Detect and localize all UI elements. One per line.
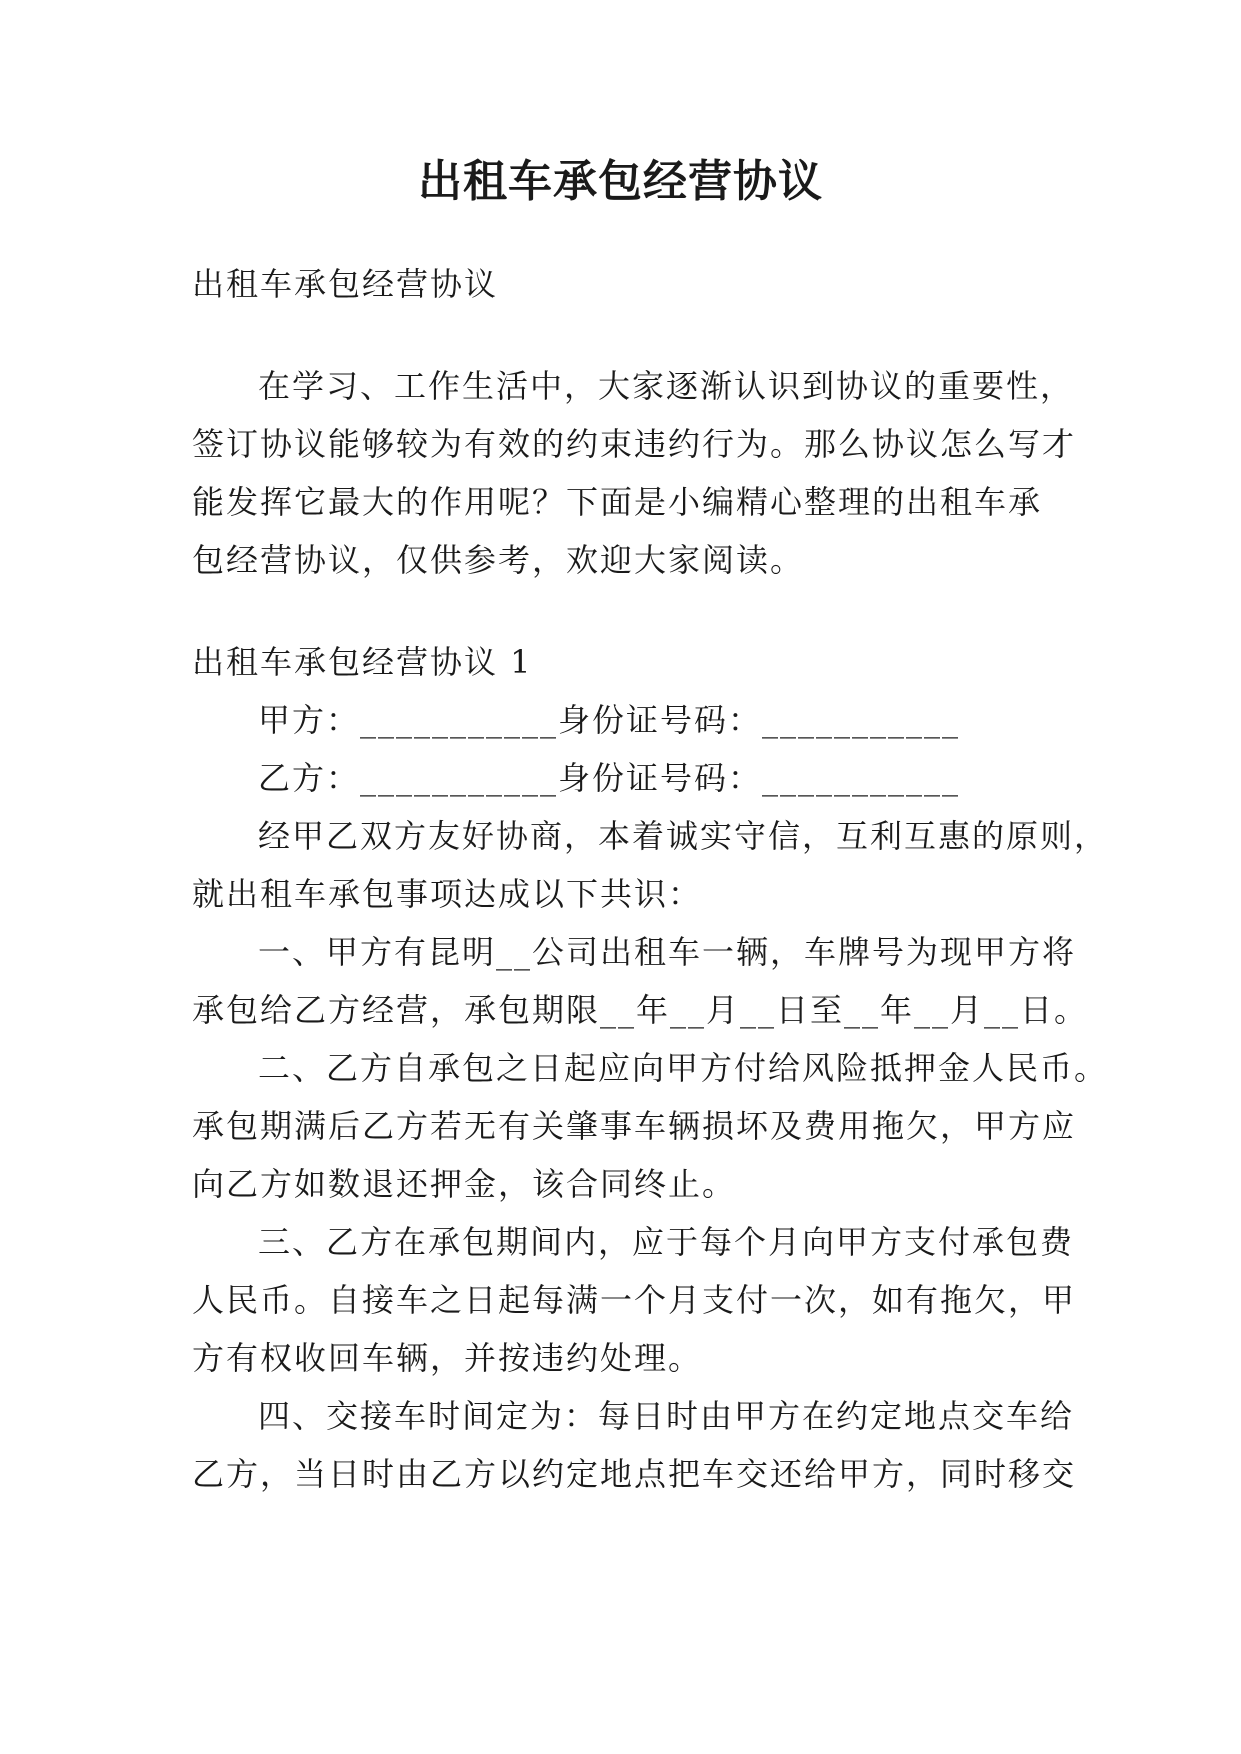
preamble-line: 就出租车承包事项达成以下共识： <box>192 875 703 913</box>
section-heading: 出租车承包经营协议 1 <box>192 643 533 681</box>
intro-line: 在学习、工作生活中，大家逐渐认识到协议的重要性， <box>258 367 1075 405</box>
document-title: 出租车承包经营协议 <box>418 156 823 207</box>
clause-3-line: 三、乙方在承包期间内，应于每个月向甲方支付承包费 <box>258 1223 1075 1261</box>
clause-1-line: 一、甲方有昆明__公司出租车一辆，车牌号为现甲方将 <box>258 933 1077 971</box>
party-a-line: 甲方：___________身份证号码：___________ <box>258 701 961 739</box>
subtitle: 出租车承包经营协议 <box>192 265 499 303</box>
clause-3-line: 方有权收回车辆，并按违约处理。 <box>192 1339 703 1377</box>
intro-line: 包经营协议，仅供参考，欢迎大家阅读。 <box>192 541 805 579</box>
clause-1-line: 承包给乙方经营，承包期限__年__月__日至__年__月__日。 <box>192 991 1089 1029</box>
clause-2-line: 二、乙方自承包之日起应向甲方付给风险抵押金人民币。 <box>258 1049 1109 1087</box>
intro-line: 签订协议能够较为有效的约束违约行为。那么协议怎么写才 <box>192 425 1077 463</box>
clause-4-line: 四、交接车时间定为：每日时由甲方在约定地点交车给 <box>258 1397 1075 1435</box>
clause-3-line: 人民币。自接车之日起每满一个月支付一次，如有拖欠，甲 <box>192 1281 1077 1319</box>
intro-line: 能发挥它最大的作用呢？下面是小编精心整理的出租车承 <box>192 483 1043 521</box>
clause-2-line: 承包期满后乙方若无有关肇事车辆损坏及费用拖欠，甲方应 <box>192 1107 1077 1145</box>
preamble-line: 经甲乙双方友好协商，本着诚实守信，互利互惠的原则， <box>258 817 1109 855</box>
clause-2-line: 向乙方如数退还押金，该合同终止。 <box>192 1165 737 1203</box>
clause-4-line: 乙方，当日时由乙方以约定地点把车交还给甲方，同时移交 <box>192 1455 1077 1493</box>
party-b-line: 乙方：___________身份证号码：___________ <box>258 759 961 797</box>
